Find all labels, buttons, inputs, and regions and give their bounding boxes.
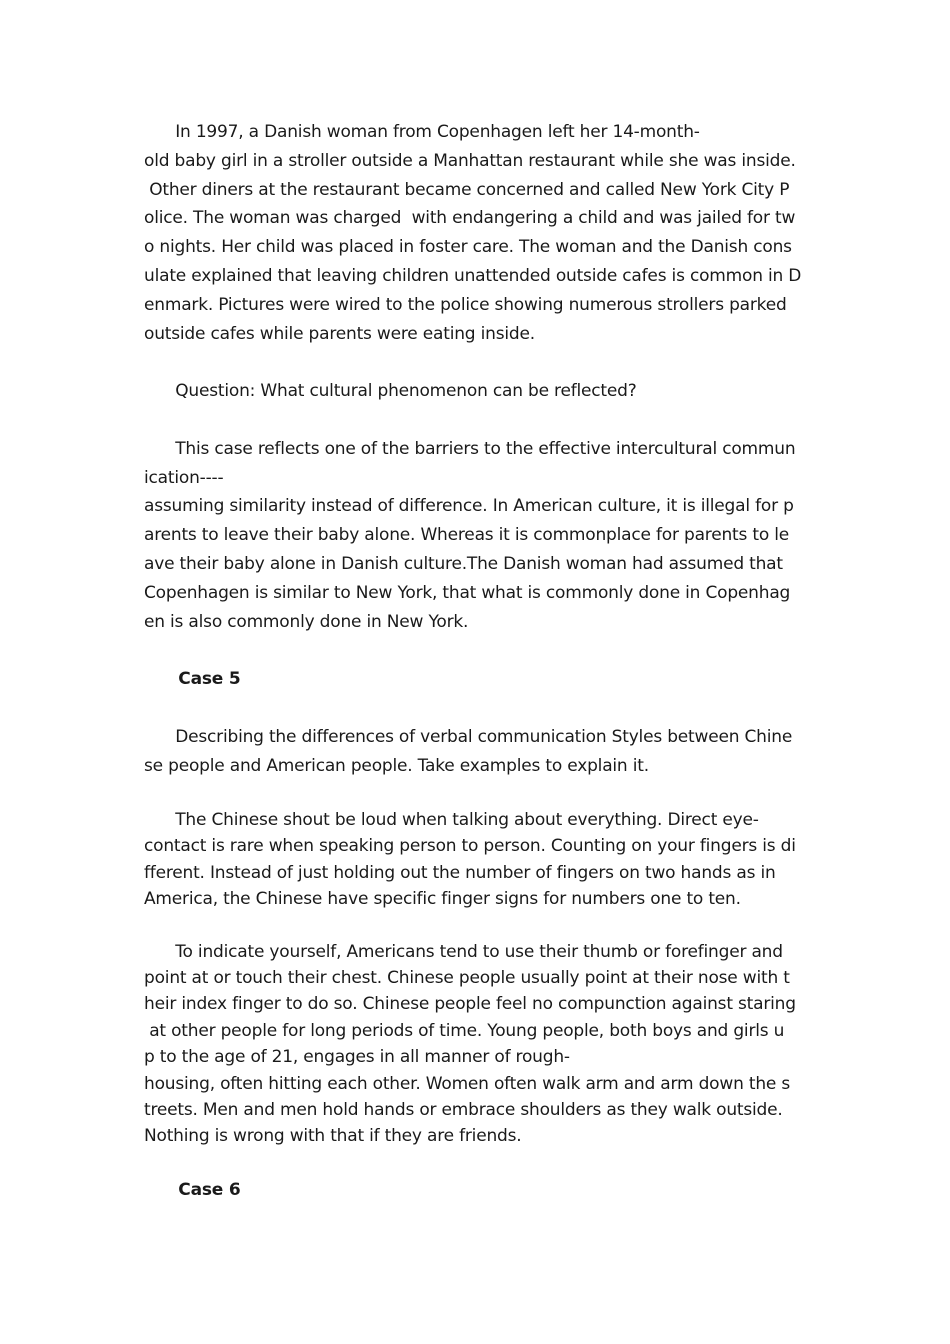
text-line: treets. Men and men hold hands or embrace shoulders as they walk outside.: [144, 1100, 783, 1121]
text-line: Copenhagen is similar to New York, that what is commonly done in Copenhag: [144, 582, 791, 603]
case-5-answer-part-1: [144, 807, 810, 913]
question-text: Question: What cultural phenomenon can be reflected?: [144, 381, 637, 402]
text-line: old baby girl in a stroller outside a Manhattan restaurant while she was inside.: [144, 150, 796, 171]
case-5-heading: Case 5: [144, 669, 241, 690]
answer-paragraph: [144, 435, 810, 637]
paragraph-spacer: [144, 694, 810, 723]
text-line: The Chinese shout be loud when talking about everything. Direct eye-: [144, 809, 759, 830]
text-line: enmark. Pictures were wired to the police showing numerous strollers parked: [144, 294, 787, 315]
document-page: [144, 118, 810, 1205]
paragraph-spacer: [144, 912, 810, 938]
text-line: ulate explained that leaving children unattended outside cafes is common in D: [144, 265, 802, 286]
text-line: se people and American people. Take examples to explain it.: [144, 755, 649, 776]
paragraph-spacer: [144, 406, 810, 435]
text-line: arents to leave their baby alone. Whereas it is commonplace for parents to le: [144, 525, 790, 546]
case-5-prompt: [144, 723, 810, 781]
paragraph-spacer: [144, 348, 810, 377]
paragraph-spacer: [144, 780, 810, 806]
text-line: Other diners at the restaurant became concerned and called New York City P: [144, 179, 790, 200]
text-line: housing, often hitting each other. Women often walk arm and arm down the s: [144, 1073, 791, 1094]
text-line: heir index finger to do so. Chinese people feel no compunction against staring: [144, 994, 796, 1015]
text-line: o nights. Her child was placed in foster care. The woman and the Danish cons: [144, 237, 792, 258]
paragraph-spacer: [144, 636, 810, 665]
text-line: ave their baby alone in Danish culture.The Danish woman had assumed that: [144, 553, 783, 574]
text-line: To indicate yourself, Americans tend to use their thumb or forefinger and: [144, 941, 783, 962]
text-line: In 1997, a Danish woman from Copenhagen left her 14-month-: [144, 122, 700, 142]
case-5-heading-block: [144, 665, 810, 694]
text-line: fferent. Instead of just holding out the number of fingers on two hands as in: [144, 862, 776, 883]
text-line: Describing the differences of verbal communication Styles between Chine: [144, 726, 793, 747]
text-line: olice. The woman was charged with endangering a child and was jailed for tw: [144, 208, 796, 229]
text-line: outside cafes while parents were eating inside.: [144, 323, 535, 344]
text-line: contact is rare when speaking person to person. Counting on your fingers is di: [144, 836, 796, 857]
text-line: point at or touch their chest. Chinese people usually point at their nose with t: [144, 968, 790, 989]
text-line: assuming similarity instead of difference. In American culture, it is illegal for p: [144, 496, 794, 517]
text-line: America, the Chinese have specific finger signs for numbers one to ten.: [144, 888, 741, 909]
question-paragraph: [144, 377, 810, 406]
case-6-heading-block: [144, 1176, 810, 1205]
text-line: p to the age of 21, engages in all manner of rough-: [144, 1047, 570, 1068]
paragraph-spacer: [144, 1150, 810, 1176]
text-line: Nothing is wrong with that if they are friends.: [144, 1126, 522, 1147]
text-line: This case reflects one of the barriers to the effective intercultural commun: [144, 438, 796, 459]
text-line: at other people for long periods of time. Young people, both boys and girls u: [144, 1020, 785, 1041]
text-line: en is also commonly done in New York.: [144, 611, 469, 632]
text-line: ication----: [144, 467, 224, 488]
case-story-paragraph: [144, 118, 810, 348]
case-5-answer-part-2: [144, 939, 810, 1150]
case-6-heading: Case 6: [144, 1180, 241, 1201]
